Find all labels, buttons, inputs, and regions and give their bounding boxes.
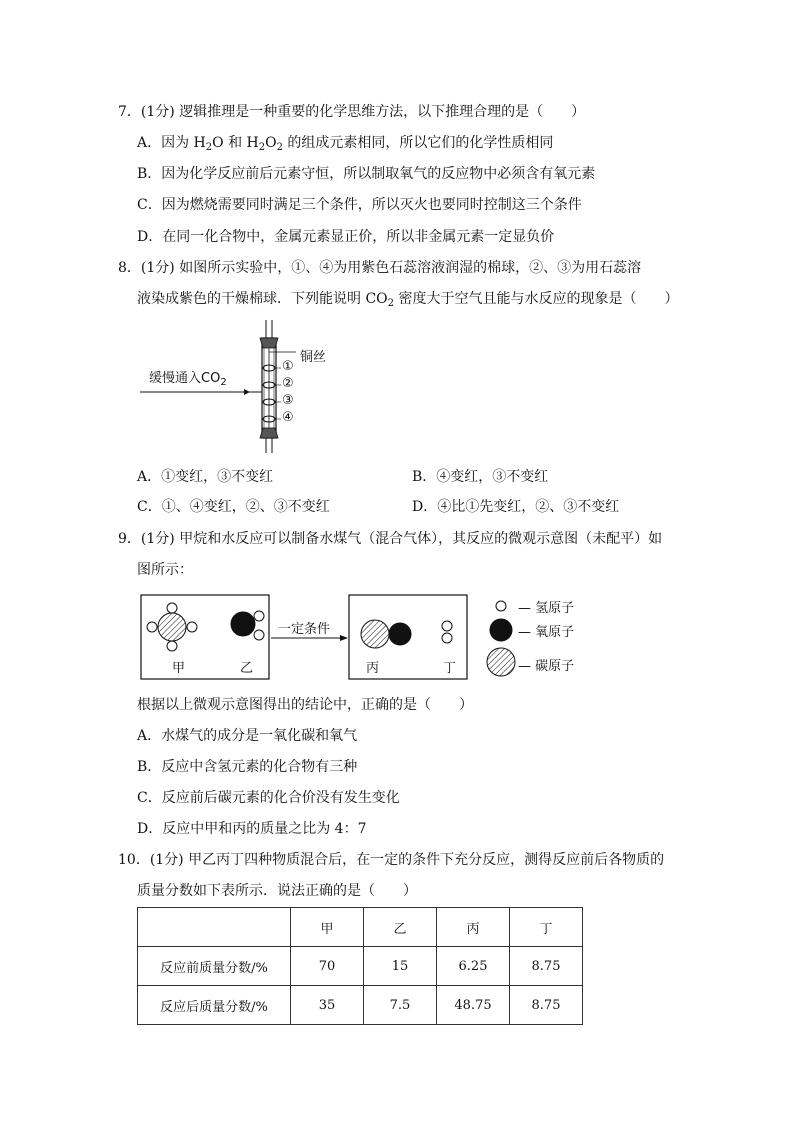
q8-option-a: A．①变红，③不变红 (137, 469, 274, 485)
q10-stem-line2: 质量分数如下表所示．说法正确的是（ ） (137, 883, 417, 899)
table-cell: 70 (291, 947, 364, 986)
q8-wire-label: 铜丝 (300, 350, 327, 365)
q9-label-jia: 甲 (172, 661, 186, 676)
q8-ball-3-label: ③ (282, 393, 294, 408)
q9-stem-line2: 图所示： (137, 562, 193, 578)
q8-ball-4-label: ④ (282, 410, 294, 425)
table-header-cell (138, 908, 291, 947)
q7-option-c: C．因为燃烧需要同时满足三个条件，所以灭火也要同时控制这三个条件 (137, 197, 582, 213)
q7-stem: 7．(1分) 逻辑推理是一种重要的化学思维方法，以下推理合理的是（ ） (118, 104, 586, 120)
q8-option-d: D．④比①先变红，②、③不变红 (412, 499, 620, 515)
q8-stem-line1: 8．(1分) 如图所示实验中，①、④为用紫色石蕊溶液润湿的棉球，②、③为用石蕊溶 (118, 260, 642, 276)
q9-option-c: C．反应前后碳元素的化合价没有发生变化 (137, 790, 400, 806)
table-cell: 15 (364, 947, 437, 986)
q8-option-c: C．①、④变红，②、③不变红 (137, 499, 330, 515)
q9-legend-hydrogen: — 氢原子 (518, 601, 575, 616)
table-cell: 48.75 (437, 986, 510, 1025)
table-header-cell: 甲 (291, 908, 364, 947)
q9-option-a: A．水煤气的成分是一氧化碳和氧气 (137, 728, 358, 744)
q9-legend-carbon: — 碳原子 (518, 659, 575, 674)
table-cell: 8.75 (510, 947, 583, 986)
table-cell: 6.25 (437, 947, 510, 986)
table-header-cell: 丙 (437, 908, 510, 947)
q9-label-yi: 乙 (240, 661, 254, 676)
table-header-cell: 乙 (364, 908, 437, 947)
table-cell: 35 (291, 986, 364, 1025)
q8-inlet-label: 缓慢通入$CO_2$ (149, 371, 227, 388)
q8-stem-line2: 液染成紫色的干燥棉球．下列能说明 $CO_2$ 密度大于空气且能与水反应的现象是（ ） (137, 291, 679, 309)
q9-option-d: D．反应中甲和丙的质量之比为 4：7 (137, 821, 367, 837)
q9-label-ding: 丁 (443, 661, 457, 676)
q9-condition-label: 一定条件 (278, 622, 331, 637)
q9-label-bing: 丙 (366, 661, 380, 676)
table-header-row (138, 908, 583, 947)
table-cell: 反应前质量分数/% (138, 947, 291, 986)
q7-option-b: B．因为化学反应前后元素守恒，所以制取氧气的反应物中必须含有氧元素 (137, 166, 596, 182)
q9-stem-line1: 9．(1分) 甲烷和水反应可以制备水煤气（混合气体），其反应的微观示意图（未配平）如 (118, 531, 663, 547)
table-row (138, 986, 583, 1025)
q7-option-a: A．因为 $H_2O$ 和 $H_2O_2$ 的组成元素相同，所以它们的化学性质相同 (137, 135, 554, 153)
table-cell: 8.75 (510, 986, 583, 1025)
table-row (138, 947, 583, 986)
q10-stem-line1: 10．(1分) 甲乙丙丁四种物质混合后，在一定的条件下充分反应，测得反应前后各物质的 (118, 852, 665, 868)
table-header-cell: 丁 (510, 908, 583, 947)
table-cell: 反应后质量分数/% (138, 986, 291, 1025)
q8-option-b: B．④变红，③不变红 (412, 469, 549, 485)
q8-ball-2-label: ② (282, 376, 294, 391)
q9-legend-oxygen: — 氧原子 (518, 625, 575, 640)
q7-option-d: D．在同一化合物中，金属元素显正价，所以非金属元素一定显负价 (137, 229, 555, 245)
q8-ball-1-label: ① (282, 359, 294, 374)
table-cell: 7.5 (364, 986, 437, 1025)
q9-option-b: B．反应中含氢元素的化合物有三种 (137, 759, 358, 775)
q10-mass-table (137, 907, 583, 1025)
q9-lead: 根据以上微观示意图得出的结论中，正确的是（ ） (137, 697, 473, 713)
